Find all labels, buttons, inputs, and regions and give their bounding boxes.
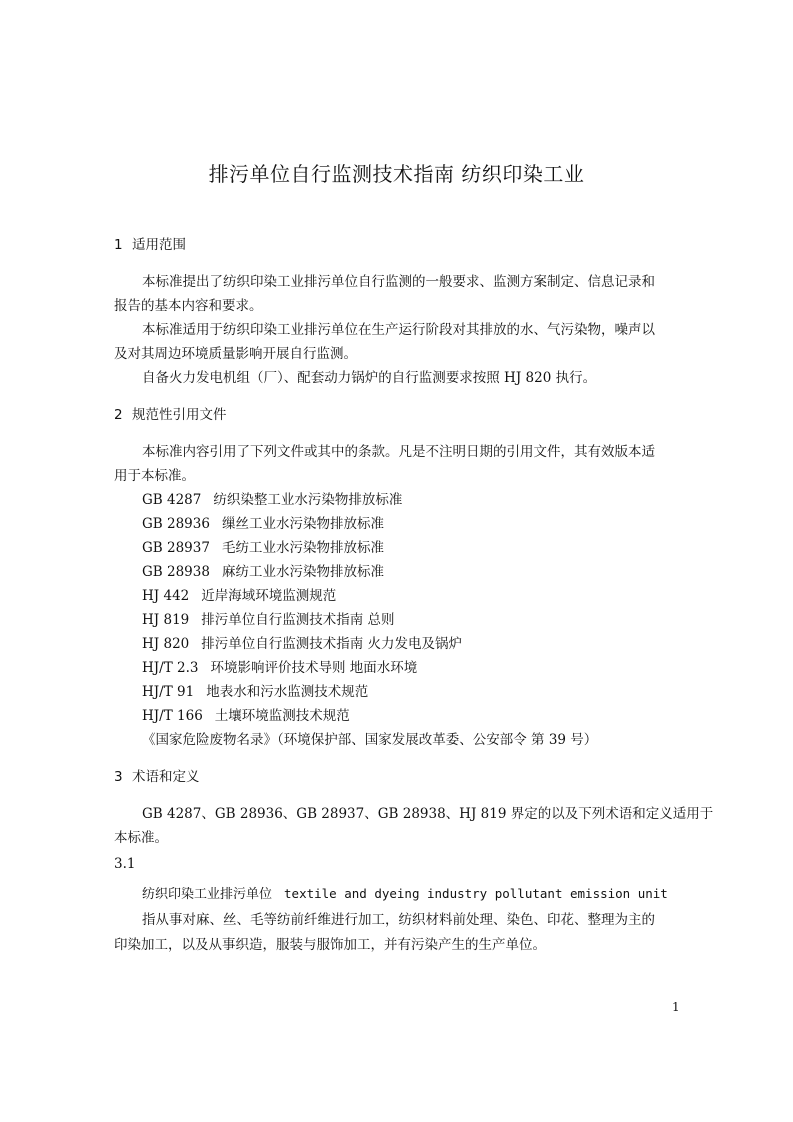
scope-paragraph-2: 本标准适用于纺织印染工业排污单位在生产运行阶段对其排放的水、气污染物，噪声以: [142, 322, 655, 338]
reference-title: 纺织染整工业水污染物排放标准: [213, 492, 403, 508]
reference-item: [142, 680, 368, 700]
section-2-heading: [114, 403, 227, 423]
term-english: textile and dyeing industry pollutant emission unit: [284, 886, 668, 901]
section-1-heading: [114, 233, 186, 253]
reference-item: [142, 704, 350, 724]
reference-title: 土壤环境监测技术规范: [214, 708, 350, 724]
reference-code: HJ 442: [142, 588, 190, 604]
reference-item: [142, 656, 417, 676]
section-title: 适用范围: [132, 237, 186, 253]
scope-paragraph-1-cont: 报告的基本内容和要求。: [114, 298, 263, 314]
reference-item: [142, 488, 402, 508]
section-title: 规范性引用文件: [132, 407, 227, 423]
term-heading: [142, 883, 668, 902]
term-definition: 指从事对麻、丝、毛等纺前纤维进行加工，纺织材料前处理、染色、印花、整理为主的: [142, 912, 655, 928]
term-chinese: 纺织印染工业排污单位: [142, 887, 273, 902]
reference-item: [142, 632, 462, 652]
reference-item: [142, 536, 384, 556]
reference-item: [142, 584, 336, 604]
page-number: 1: [672, 1000, 680, 1014]
reference-title: 环境影响评价技术导则 地面水环境: [210, 660, 418, 676]
reference-item: [142, 608, 395, 628]
term-number: 3.1: [114, 856, 136, 872]
reference-code: GB 28937: [142, 540, 210, 556]
page-title: 排污单位自行监测技术指南 纺织印染工业: [208, 162, 585, 186]
section-number: 2: [114, 407, 123, 423]
reference-code: GB 4287: [142, 492, 202, 508]
reference-code: HJ/T 166: [142, 708, 203, 724]
reference-title: 排污单位自行监测技术指南 总则: [201, 612, 395, 628]
section-number: 3: [114, 769, 123, 785]
reference-title: 地表水和污水监测技术规范: [206, 684, 369, 700]
reference-item-catalog: 《国家危险废物名录》（环境保护部、国家发展改革委、公安部令 第 39 号）: [142, 732, 598, 748]
terms-intro-cont: 本标准。: [114, 830, 168, 846]
reference-title: 近岸海域环境监测规范: [201, 588, 337, 604]
scope-paragraph-1: 本标准提出了纺织印染工业排污单位自行监测的一般要求、监测方案制定、信息记录和: [142, 274, 655, 290]
section-number: 1: [114, 237, 123, 253]
term-definition-cont: 印染加工，以及从事织造，服装与服饰加工，并有污染产生的生产单位。: [114, 937, 546, 953]
scope-paragraph-3: 自备火力发电机组（厂）、配套动力锅炉的自行监测要求按照 HJ 820 执行。: [142, 370, 597, 386]
section-title: 术语和定义: [132, 769, 200, 785]
reference-code: HJ/T 91: [142, 684, 195, 700]
reference-code: HJ 820: [142, 636, 190, 652]
section-3-heading: [114, 765, 200, 785]
reference-title: 麻纺工业水污染物排放标准: [221, 564, 384, 580]
scope-paragraph-2-cont: 及对其周边环境质量影响开展自行监测。: [114, 346, 357, 362]
refs-intro: 本标准内容引用了下列文件或其中的条款。凡是不注明日期的引用文件，其有效版本适: [142, 444, 655, 460]
reference-title: 缫丝工业水污染物排放标准: [221, 516, 384, 532]
reference-item: [142, 512, 384, 532]
reference-code: HJ/T 2.3: [142, 660, 199, 676]
reference-item: [142, 560, 384, 580]
reference-code: GB 28938: [142, 564, 210, 580]
refs-intro-cont: 用于本标准。: [114, 468, 195, 484]
reference-title: 排污单位自行监测技术指南 火力发电及锅炉: [201, 636, 463, 652]
reference-title: 毛纺工业水污染物排放标准: [221, 540, 384, 556]
terms-intro: GB 4287、GB 28936、GB 28937、GB 28938、HJ 819 界定的以及下列术语和定义适用于: [142, 806, 714, 822]
reference-code: HJ 819: [142, 612, 190, 628]
reference-code: GB 28936: [142, 516, 210, 532]
